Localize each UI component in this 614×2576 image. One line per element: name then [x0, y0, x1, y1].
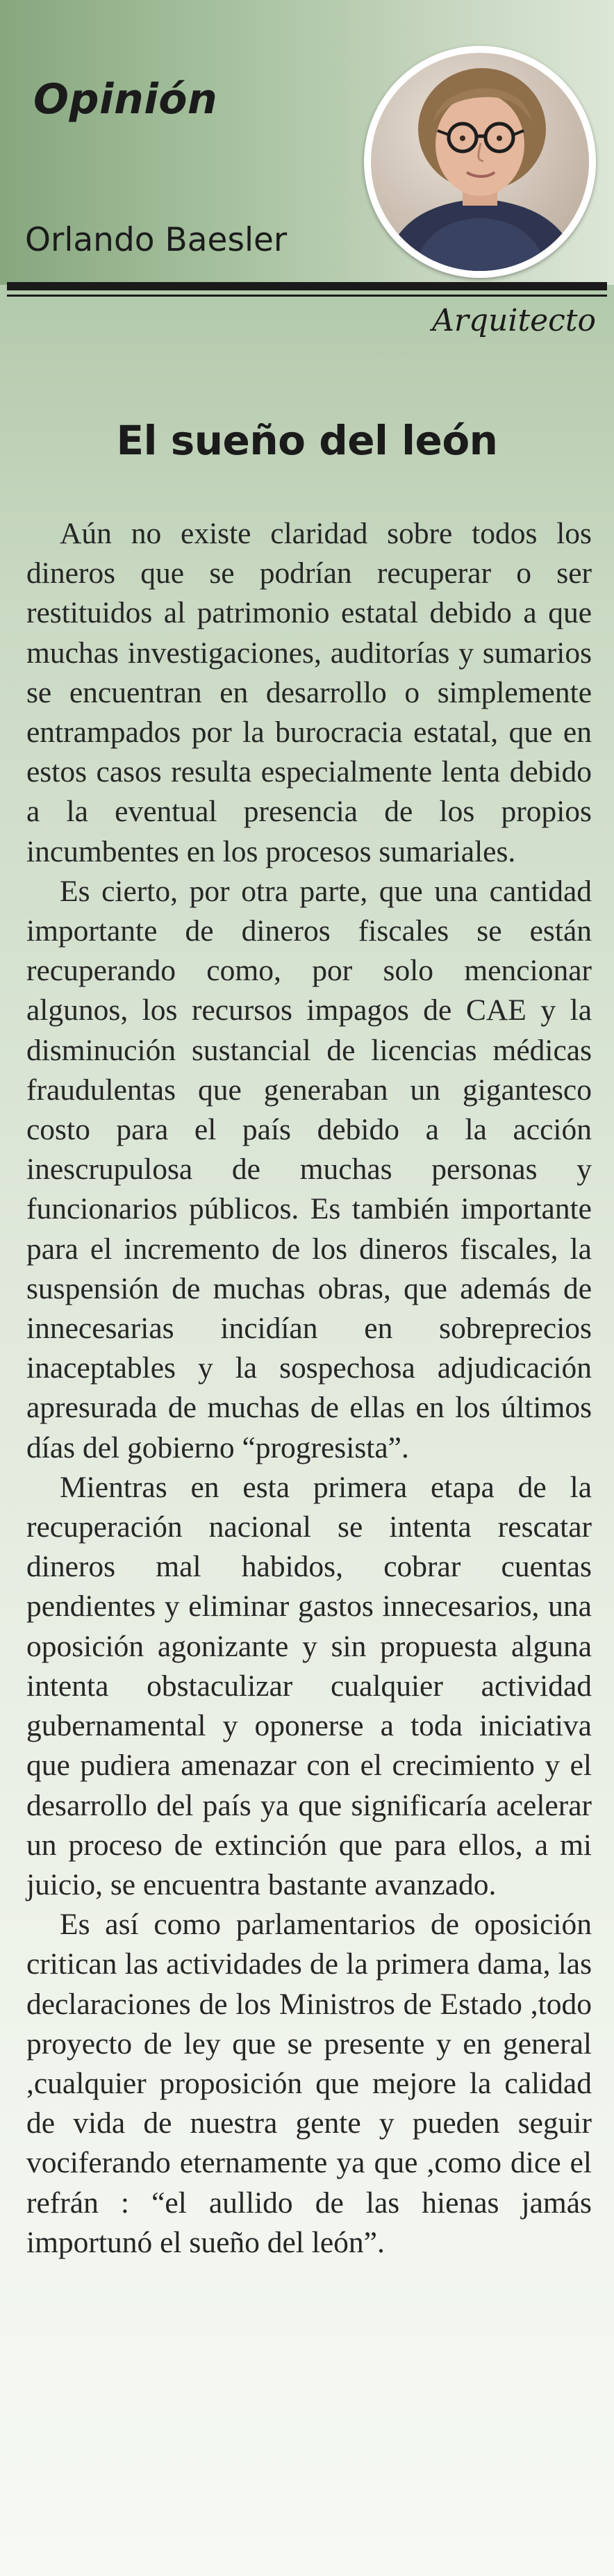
article-paragraph: Es así como parlamentarios de oposición critican las actividades de la primera dama, las declaraciones de los Ministros de Estado ,todo proyecto de ley que se presente y en general ,cualquier proposición que mejore la calidad de vida de nuestra gente y pueden seguir vociferando eternamente ya que ,como dice el refrán : “el aullido de las hienas jamás importunó el sueño del león”. — [26, 1908, 592, 2259]
header-rule-thin — [7, 295, 607, 297]
article-paragraph: Aún no existe claridad sobre todos los dineros que se podrían recuperar o ser restituidos al patrimonio estatal debido a que muchas investigaciones, auditorías y sumarios se encuentran en desarrollo o simplemente entrampados por la burocracia estatal, que en estos casos resulta especialmente lenta debido a la eventual presencia de los propios incumbentes en los procesos sumariales. — [26, 517, 592, 868]
author-name: Orlando Baesler — [25, 221, 288, 259]
section-label: Opinión — [33, 75, 218, 124]
article-title: El sueño del león — [116, 417, 498, 464]
article-paragraph: Es cierto, por otra parte, que una cantidad importante de dineros fiscales se están recuperando como, por solo mencionar algunos, los recursos impagos de CAE y la disminución sustancial de licencias médicas fraudulentas que generaban un gigantesco costo para el país debido a la acción inescrupulosa de muchas personas y funcionarios públicos. Es también importante para el incremento de los dineros fiscales, la suspensión de muchas obras, que además de innecesarias incidían en sobreprecios inaceptables y la sospechosa adjudicación apresurada de muchas de ellas en los últimos días del gobierno “progresista”. — [26, 874, 592, 1464]
author-profession: Arquitecto — [432, 303, 596, 338]
author-portrait — [364, 46, 596, 278]
header-rule-thick — [7, 282, 607, 290]
article-body — [26, 514, 592, 2263]
article-paragraph: Mientras en esta primera etapa de la recuperación nacional se intenta rescatar dineros mal habidos, cobrar cuentas pendientes y eliminar gastos innecesarios, una oposición agonizante y sin propuesta alguna intenta obstaculizar cualquier actividad gubernamental y oponerse a toda iniciativa que pudiera amenazar con el crecimiento y el desarrollo del país ya que significaría acelerar un proceso de extinción que para ellos, a mi juicio, se encuentra bastante avanzado. — [26, 1470, 592, 1901]
author-photo-illustration — [371, 53, 589, 271]
